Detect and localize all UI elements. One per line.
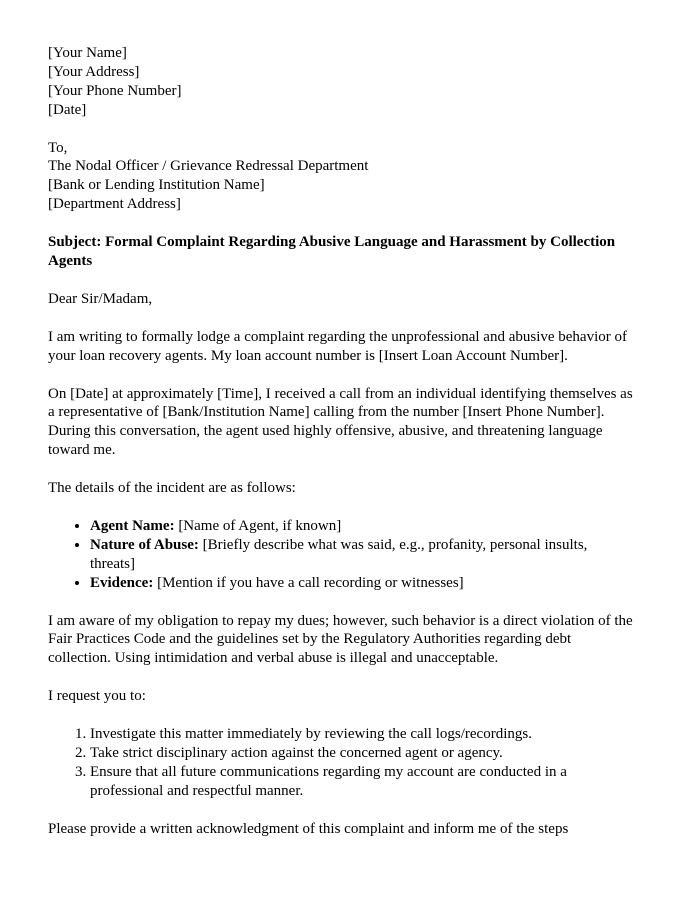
details-intro: The details of the incident are as follows: bbox=[48, 480, 296, 497]
request-item-communications: 3. Ensure that all future communications regarding my account are conducted in a professional and respectful manner. bbox=[90, 763, 634, 801]
incident-detail-list bbox=[48, 517, 634, 593]
request-item-investigate: 1. Investigate this matter immediately by reviewing the call logs/recordings. bbox=[90, 725, 634, 744]
request-intro: I request you to: bbox=[48, 688, 146, 705]
recipient-address: [Department Address] bbox=[48, 196, 181, 213]
sender-name: [Your Name] bbox=[48, 45, 127, 61]
detail-nature-of-abuse-value: [Briefly describe what was said, e.g., profanity, personal insults, threats] bbox=[90, 536, 588, 572]
recipient-officer: The Nodal Officer / Grievance Redressal Department bbox=[48, 158, 369, 175]
detail-nature-of-abuse-label: Nature of Abuse: bbox=[90, 536, 199, 553]
detail-evidence-label: Evidence: bbox=[90, 574, 154, 591]
detail-agent-name-value: [Name of Agent, if known] bbox=[174, 518, 342, 535]
sender-address: [Your Address] bbox=[48, 63, 140, 80]
detail-nature-of-abuse bbox=[90, 536, 634, 574]
detail-evidence-value: [Mention if you have a call recording or witnesses] bbox=[153, 574, 464, 591]
detail-evidence bbox=[90, 574, 634, 593]
detail-agent-name bbox=[90, 517, 634, 536]
paragraph-obligation: I am aware of my obligation to repay my dues; however, such behavior is a direct violation of the Fair Practices Code and the guidelines set by the Regulatory Authorities regarding debt collection. Using intimidation and verbal abuse is illegal and unacceptable. bbox=[48, 612, 633, 667]
recipient-to: To, bbox=[48, 139, 68, 156]
paragraph-incident: On [Date] at approximately [Time], I received a call from an individual identifying themselves as a representative of [Bank/Institution Name] calling from the number [Insert Phone Number]. During this conversation, the agent used highly offensive, abusive, and threatening language toward me. bbox=[48, 385, 633, 459]
salutation: Dear Sir/Madam, bbox=[48, 290, 153, 307]
recipient-institution: [Bank or Lending Institution Name] bbox=[48, 177, 265, 194]
paragraph-intro: I am writing to formally lodge a complaint regarding the unprofessional and abusive behavior of your loan recovery agents. My loan account number is [Insert Loan Account Number]. bbox=[48, 328, 628, 364]
detail-agent-name-label: Agent Name: bbox=[90, 518, 175, 535]
closing-paragraph: Please provide a written acknowledgment of this complaint and inform me of the steps bbox=[48, 820, 569, 837]
sender-phone: [Your Phone Number] bbox=[48, 82, 182, 99]
request-item-disciplinary: 2. Take strict disciplinary action against the concerned agent or agency. bbox=[90, 744, 634, 763]
letter-date: [Date] bbox=[48, 101, 87, 118]
request-list bbox=[48, 725, 634, 801]
subject-line: Subject: Formal Complaint Regarding Abusive Language and Harassment by Collection Agents bbox=[48, 234, 616, 270]
recipient-block bbox=[48, 139, 634, 215]
sender-block bbox=[48, 44, 634, 120]
